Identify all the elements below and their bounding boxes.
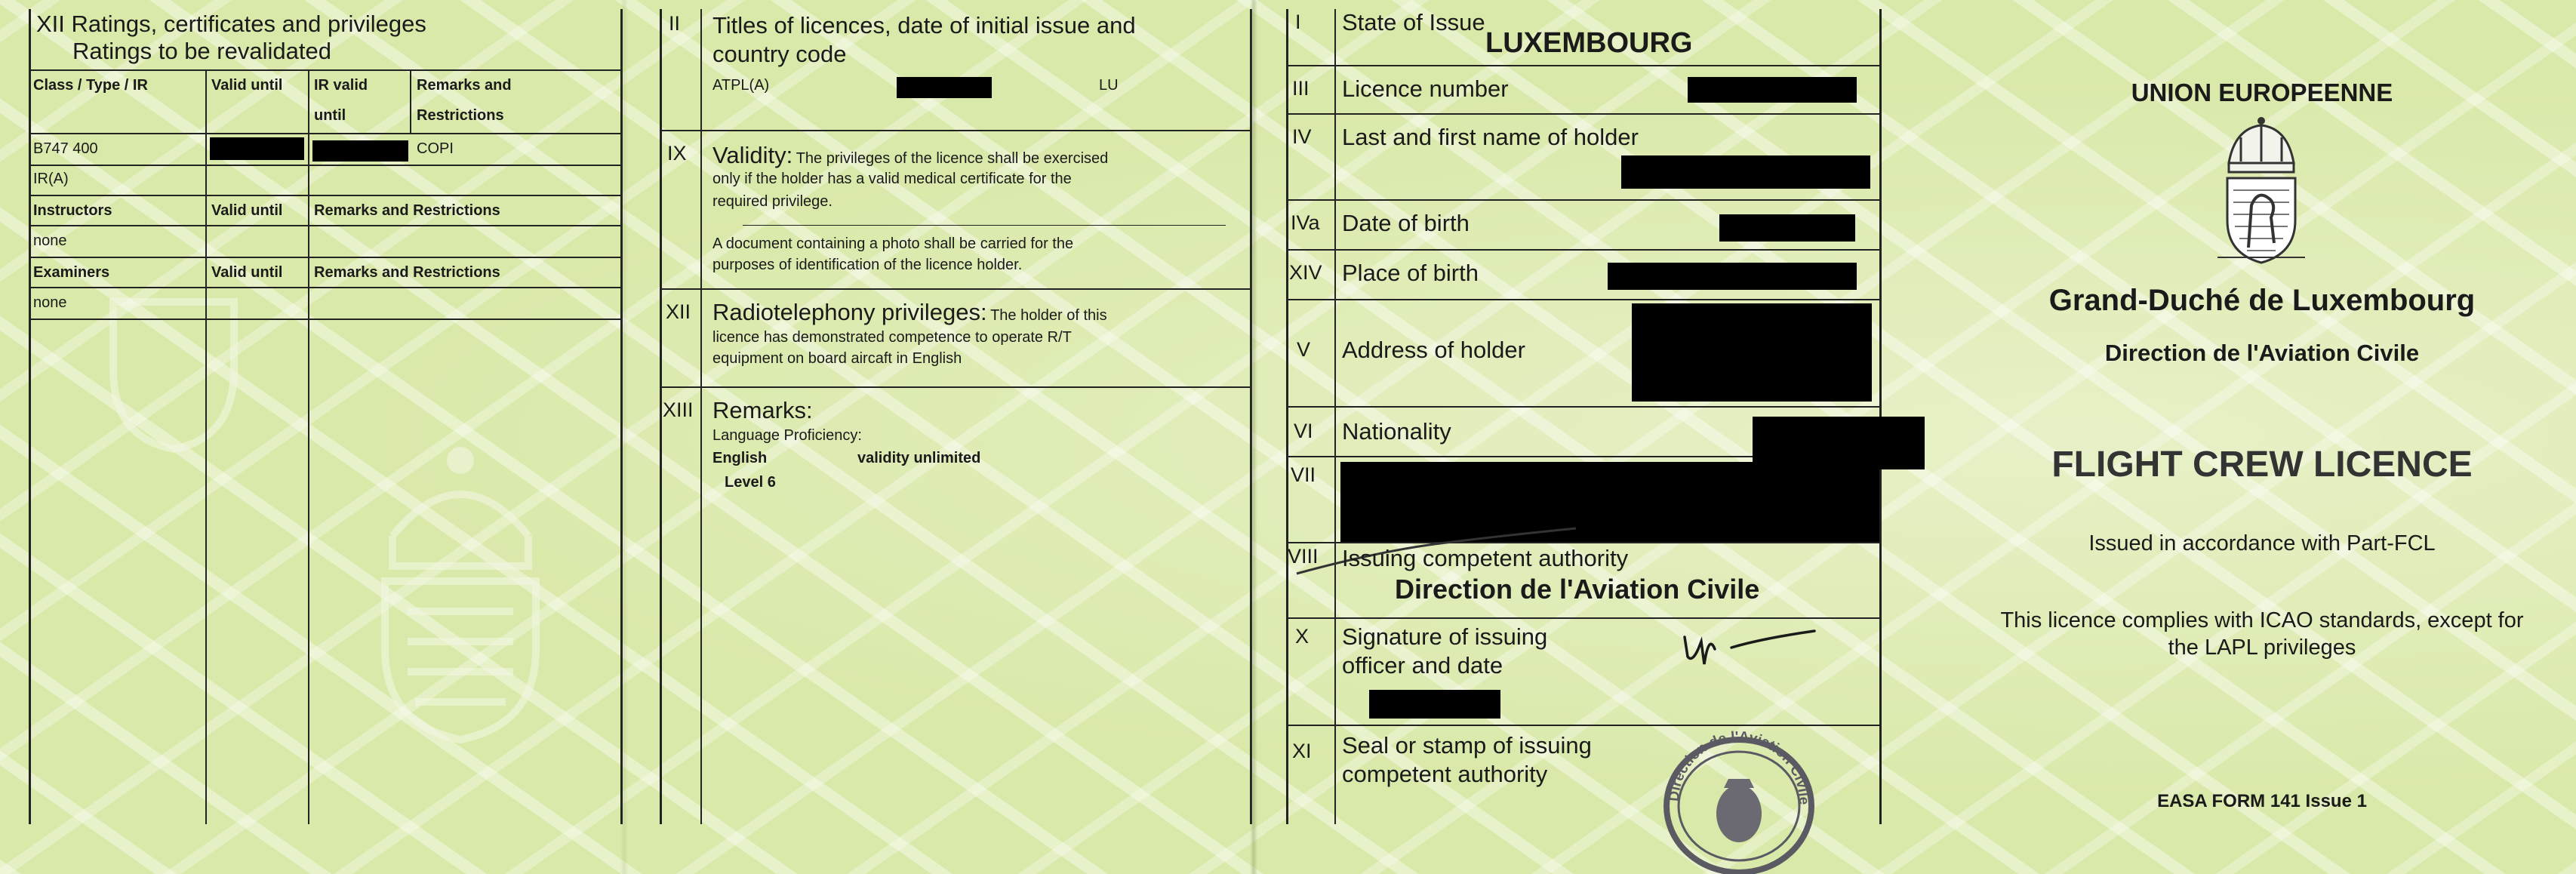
row-divider <box>29 257 620 258</box>
header-ir-until: until <box>314 107 346 124</box>
remarks-heading: Remarks: <box>712 397 813 423</box>
seal-label: Seal or stamp of issuing <box>1342 732 1592 759</box>
panel-cover <box>1887 0 2576 874</box>
issued-in-accordance: Issued in accordance with Part-FCL <box>2088 531 2436 555</box>
row-divider <box>1286 199 1879 201</box>
place-of-birth-label: Place of birth <box>1342 260 1479 286</box>
redacted-ir-valid <box>312 140 408 162</box>
crest-watermark-icon <box>98 287 249 453</box>
row-number: IV <box>1292 125 1312 148</box>
row-divider <box>660 386 1250 388</box>
row-number: X <box>1295 625 1310 648</box>
header-valid-until: Valid until <box>211 77 283 94</box>
instructors-remarks-header: Remarks and Restrictions <box>314 202 500 219</box>
licence-number-label: Licence number <box>1342 75 1509 102</box>
radiotelephony-text-1: The holder of this <box>990 307 1107 324</box>
titles-heading-line2: country code <box>712 41 847 67</box>
row-divider <box>29 225 620 226</box>
issuing-officer-label-line2: officer and date <box>1342 652 1503 679</box>
state-of-issue-value: LUXEMBOURG <box>1485 27 1693 59</box>
column-divider <box>308 69 309 824</box>
row-divider <box>29 69 620 71</box>
crest-watermark-icon <box>362 423 559 747</box>
row-divider <box>1286 406 1879 408</box>
validity-heading: Validity: <box>712 142 793 168</box>
header-remarks: Remarks and <box>417 77 512 94</box>
address-label: Address of holder <box>1342 337 1525 363</box>
examiners-remarks-header: Remarks and Restrictions <box>314 264 500 281</box>
row-divider <box>660 130 1250 131</box>
form-number: EASA FORM 141 Issue 1 <box>2157 791 2367 811</box>
radiotelephony-heading: Radiotelephony privileges: <box>712 299 987 325</box>
row-divider <box>1286 299 1879 300</box>
ratings-subheading: Ratings to be revalidated <box>72 38 331 64</box>
instructors-valid-header: Valid until <box>211 202 283 219</box>
row-number: VIII <box>1288 545 1319 568</box>
emblem-underline <box>2217 257 2305 258</box>
licence-title: ATPL(A) <box>712 77 770 94</box>
rating-class: IR(A) <box>33 171 69 187</box>
radiotelephony-text-3: equipment on board aircaft in English <box>712 350 962 367</box>
instructors-header: Instructors <box>33 202 112 219</box>
header-restrictions: Restrictions <box>417 107 504 124</box>
row-divider <box>1286 617 1879 619</box>
examiners-header: Examiners <box>33 264 110 281</box>
row-divider <box>1286 113 1879 115</box>
redacted-holder-name <box>1621 155 1870 189</box>
row-number: VII <box>1291 463 1316 486</box>
validity-text-1: The privileges of the licence shall be exercised <box>796 150 1109 167</box>
stamp-text: Direction de l'Aviation Civile <box>1666 728 1812 805</box>
row-number: VI <box>1294 420 1313 442</box>
validity-separator <box>743 225 1226 226</box>
luxembourg-coat-of-arms-icon <box>2218 115 2304 266</box>
validity-text-4: A document containing a photo shall be carried for the <box>712 235 1074 252</box>
language-english: English <box>712 450 768 466</box>
panel-holder-details <box>1259 0 1887 874</box>
seal-label-line2: competent authority <box>1342 761 1548 787</box>
row-number: III <box>1292 77 1310 100</box>
header-class-type: Class / Type / IR <box>33 77 148 94</box>
language-level: Level 6 <box>725 474 776 491</box>
row-number: I <box>1295 11 1301 33</box>
issuing-officer-label: Signature of issuing <box>1342 623 1548 650</box>
redacted-address <box>1632 303 1872 402</box>
row-number: XI <box>1292 740 1312 762</box>
holder-name-label: Last and first name of holder <box>1342 124 1639 150</box>
nationality-label: Nationality <box>1342 418 1451 445</box>
union-title: UNION EUROPEENNE <box>2131 78 2393 106</box>
country-title: Grand-Duché de Luxembourg <box>2048 284 2476 317</box>
panel-titles-validity <box>631 0 1259 874</box>
panel-ratings <box>0 0 631 874</box>
official-stamp-icon <box>1656 726 1822 874</box>
examiners-value: none <box>33 294 67 311</box>
number-column-divider <box>1334 9 1336 824</box>
validity-text <box>712 142 1108 169</box>
issuing-authority-label: Issuing competent authority <box>1342 545 1629 571</box>
validity-text-5: purposes of identification of the licence holder. <box>712 257 1023 273</box>
row-divider <box>1286 65 1879 66</box>
icao-compliance-line1: This licence complies with ICAO standards, except for <box>2000 608 2524 632</box>
language-proficiency: Language Proficiency: <box>712 427 862 444</box>
row-divider <box>29 195 620 196</box>
radiotelephony-text-2: licence has demonstrated competence to operate R/T <box>712 329 1072 346</box>
row-divider <box>660 288 1250 290</box>
redacted-date-of-birth <box>1719 214 1855 242</box>
officer-signature-icon <box>1679 626 1822 672</box>
ratings-heading: XII Ratings, certificates and privileges <box>36 11 426 37</box>
state-of-issue-label: State of Issue <box>1342 9 1485 35</box>
instructors-value: none <box>33 232 67 249</box>
rating-class: B747 400 <box>33 140 98 157</box>
examiners-valid-header: Valid until <box>211 264 283 281</box>
redacted-issue-date <box>897 77 992 98</box>
licence-title: FLIGHT CREW LICENCE <box>2051 445 2473 485</box>
redacted-licence-number <box>1688 77 1857 103</box>
section-number: XIII <box>663 399 694 421</box>
border-left <box>29 9 31 824</box>
number-column-divider <box>700 9 702 824</box>
validity-text-3: required privilege. <box>712 193 833 210</box>
row-divider <box>29 319 620 320</box>
page-fold <box>620 0 628 874</box>
date-of-birth-label: Date of birth <box>1342 210 1470 236</box>
section-number: IX <box>667 142 687 165</box>
column-divider <box>410 69 411 134</box>
redacted-place-of-birth <box>1608 263 1857 290</box>
row-divider <box>1286 249 1879 251</box>
section-number: II <box>669 12 681 35</box>
row-number: XIV <box>1289 261 1322 284</box>
redacted-issue-date <box>1369 690 1500 719</box>
icao-compliance-line2: the LAPL privileges <box>2168 635 2356 660</box>
country-code: LU <box>1099 77 1119 94</box>
row-number: V <box>1297 338 1311 361</box>
rating-remarks: COPI <box>417 140 454 157</box>
redacted-valid-until <box>210 137 304 160</box>
authority-title: Direction de l'Aviation Civile <box>2104 340 2420 366</box>
page-fold <box>1250 0 1257 874</box>
row-divider <box>29 287 620 288</box>
border-left <box>1286 9 1288 824</box>
issuing-authority-value: Direction de l'Aviation Civile <box>1395 574 1760 605</box>
validity-text-2: only if the holder has a valid medical certificate for the <box>712 171 1072 187</box>
row-number: IVa <box>1291 211 1320 234</box>
row-divider <box>29 165 620 166</box>
border-left <box>660 9 662 824</box>
radiotelephony-text <box>712 299 1107 326</box>
header-ir-valid: IR valid <box>314 77 368 94</box>
row-divider <box>29 133 620 134</box>
language-validity: validity unlimited <box>857 450 981 466</box>
column-divider <box>205 69 207 824</box>
titles-heading: Titles of licences, date of initial issue and <box>712 12 1136 38</box>
section-number: XII <box>666 300 691 323</box>
